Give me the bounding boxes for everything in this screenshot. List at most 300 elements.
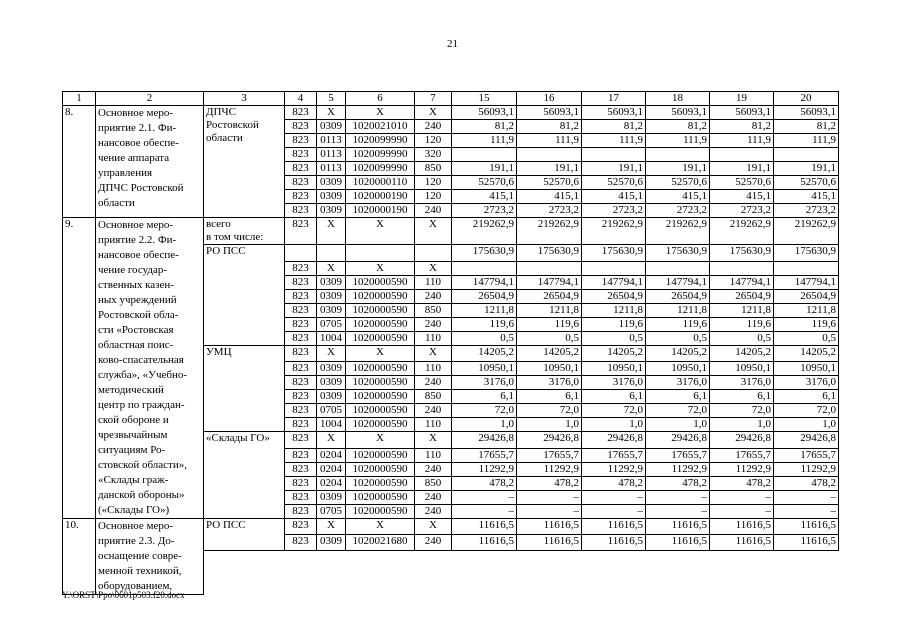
page-number: 21 (447, 38, 458, 50)
table-cell: 81,2 (774, 120, 839, 134)
measure-title-line: ДПЧС Ростовской (98, 182, 184, 194)
table-cell: X (346, 218, 415, 245)
measure-title-line: приятие 2.3. До- (98, 535, 175, 547)
table-cell: 56093,1 (774, 106, 839, 120)
table-cell: 10950,1 (582, 362, 646, 376)
executor-label (204, 245, 285, 346)
table-cell (646, 261, 710, 275)
table-cell: 1,0 (517, 418, 582, 432)
table-cell: 0309 (317, 491, 346, 505)
measure-title-line: менной техникой, (98, 565, 182, 577)
table-cell: 120 (415, 176, 452, 190)
table-cell: 26504,9 (582, 289, 646, 303)
executor-label-line: УМЦ (206, 345, 232, 358)
table-cell: 3176,0 (710, 376, 774, 390)
table-cell: 110 (415, 362, 452, 376)
table-cell: 111,9 (517, 134, 582, 148)
header-row (63, 92, 839, 106)
table-cell: 240 (415, 463, 452, 477)
table-cell: 119,6 (710, 317, 774, 331)
measure-title-line: ственных казен- (98, 279, 174, 291)
table-cell: 823 (285, 134, 317, 148)
table-cell: 29426,8 (517, 432, 582, 449)
table-cell: 850 (415, 477, 452, 491)
table-cell: 0,5 (774, 331, 839, 345)
table-cell: 29426,8 (710, 432, 774, 449)
executor-label (204, 106, 285, 218)
table-cell: X (346, 261, 415, 275)
executor-label-line: Ростовской (206, 119, 259, 131)
executor-label (204, 345, 285, 432)
table-cell: X (415, 218, 452, 245)
table-cell: 1211,8 (710, 303, 774, 317)
table-cell: 11616,5 (774, 534, 839, 550)
table-cell: X (317, 345, 346, 362)
table-cell: X (317, 519, 346, 535)
measure-title-line: Основное меро- (98, 520, 174, 532)
table-cell: 1020000590 (346, 376, 415, 390)
table-cell: 191,1 (774, 162, 839, 176)
table-cell: 823 (285, 204, 317, 218)
table-cell: 2723,2 (582, 204, 646, 218)
table-cell: 11616,5 (710, 519, 774, 535)
table-cell: 0309 (317, 120, 346, 134)
table-cell: 1020099990 (346, 162, 415, 176)
measure-title-line: нансовое обеспе- (98, 249, 179, 261)
table-cell: 111,9 (774, 134, 839, 148)
table-cell: 823 (285, 362, 317, 376)
table-cell: 56093,1 (710, 106, 774, 120)
measure-title-line: оснащение совре- (98, 550, 182, 562)
table-cell: 11292,9 (582, 463, 646, 477)
table-cell: 415,1 (710, 190, 774, 204)
table-cell: 72,0 (582, 404, 646, 418)
table-cell: 11292,9 (774, 463, 839, 477)
table-cell: 823 (285, 376, 317, 390)
table-cell: 1020000190 (346, 190, 415, 204)
table-cell: 1020000590 (346, 404, 415, 418)
table-cell: 0309 (317, 190, 346, 204)
executor-label-line: ДПЧС (206, 106, 236, 118)
table-cell (582, 261, 646, 275)
table-cell: 11292,9 (710, 463, 774, 477)
table-cell: 191,1 (710, 162, 774, 176)
table-cell: 52570,6 (517, 176, 582, 190)
table-cell: 10950,1 (517, 362, 582, 376)
table-cell: X (415, 106, 452, 120)
table-cell: 11616,5 (517, 519, 582, 535)
table-cell: 478,2 (710, 477, 774, 491)
row-number: 9. (63, 218, 96, 519)
table-cell: 823 (285, 449, 317, 463)
budget-table (62, 91, 839, 595)
measure-title-line: управления (98, 167, 153, 179)
table-cell: 175630,9 (517, 245, 582, 262)
table-cell: 1020000590 (346, 303, 415, 317)
table-cell: 823 (285, 120, 317, 134)
table-cell: 823 (285, 275, 317, 289)
table-cell: 17655,7 (646, 449, 710, 463)
table-cell (774, 148, 839, 162)
table-cell: 175630,9 (582, 245, 646, 262)
table-cell: 2723,2 (517, 204, 582, 218)
table-cell: 1,0 (646, 418, 710, 432)
table-cell: 191,1 (452, 162, 517, 176)
table-cell: 1020000590 (346, 491, 415, 505)
table-cell: 823 (285, 463, 317, 477)
table-cell: 1211,8 (646, 303, 710, 317)
table-cell: 1020021680 (346, 534, 415, 550)
table-cell: 11616,5 (452, 534, 517, 550)
table-cell: 823 (285, 176, 317, 190)
measure-title-line: области (98, 197, 135, 209)
table-cell: 11616,5 (646, 534, 710, 550)
table-cell: 415,1 (517, 190, 582, 204)
measure-title-line: чрезвычайным (98, 429, 168, 441)
table-cell: X (317, 432, 346, 449)
table-cell: 823 (285, 390, 317, 404)
table-cell: 6,1 (774, 390, 839, 404)
column-header: 15 (452, 92, 517, 106)
table-cell: 6,1 (452, 390, 517, 404)
measure-title-line: ской обороне и (98, 414, 169, 426)
table-cell: 1020000590 (346, 477, 415, 491)
table-cell: – (517, 505, 582, 519)
table-cell (646, 148, 710, 162)
table-cell (710, 261, 774, 275)
table-row (63, 106, 839, 120)
table-cell: X (346, 106, 415, 120)
row-number: 10. (63, 519, 96, 595)
table-cell: – (774, 505, 839, 519)
table-cell: 11616,5 (452, 519, 517, 535)
table-cell: 0309 (317, 204, 346, 218)
table-cell: 29426,8 (582, 432, 646, 449)
table-cell: 11616,5 (582, 519, 646, 535)
table-cell: 0705 (317, 317, 346, 331)
table-cell: 81,2 (517, 120, 582, 134)
table-cell: 17655,7 (452, 449, 517, 463)
table-cell: 478,2 (582, 477, 646, 491)
table-cell: 111,9 (710, 134, 774, 148)
table-cell: 26504,9 (452, 289, 517, 303)
measure-title-line: ково-спасательная (98, 354, 184, 366)
table-cell: 240 (415, 289, 452, 303)
table-cell (285, 245, 317, 262)
table-cell: 2723,2 (452, 204, 517, 218)
table-cell: 3176,0 (646, 376, 710, 390)
table-cell: 14205,2 (710, 345, 774, 362)
table-cell: 26504,9 (517, 289, 582, 303)
table-cell: 11292,9 (517, 463, 582, 477)
table-cell: 52570,6 (646, 176, 710, 190)
table-row (63, 519, 839, 535)
table-cell: 823 (285, 190, 317, 204)
measure-title-line: областная поис- (98, 339, 174, 351)
table-cell: 219262,9 (452, 218, 517, 245)
table-cell: 240 (415, 317, 452, 331)
table-cell: 1020000590 (346, 289, 415, 303)
table-cell: 320 (415, 148, 452, 162)
measure-title-line: ситуациям Ро- (98, 444, 166, 456)
table-cell: X (415, 519, 452, 535)
table-cell: 1020000590 (346, 505, 415, 519)
table-cell: 119,6 (646, 317, 710, 331)
table-cell: 1020000590 (346, 463, 415, 477)
table-cell: 823 (285, 345, 317, 362)
table-cell: 1211,8 (452, 303, 517, 317)
executor-label (204, 218, 285, 245)
column-header: 20 (774, 92, 839, 106)
table-cell: 0,5 (582, 331, 646, 345)
table-cell: 1020099990 (346, 134, 415, 148)
table-cell: 823 (285, 303, 317, 317)
column-header: 2 (96, 92, 204, 106)
column-header: 6 (346, 92, 415, 106)
table-cell (774, 261, 839, 275)
table-cell: 3176,0 (582, 376, 646, 390)
table-cell: 1211,8 (517, 303, 582, 317)
table-cell: 175630,9 (452, 245, 517, 262)
measure-title-line: чение аппарата (98, 152, 170, 164)
table-cell: 1211,8 (774, 303, 839, 317)
table-cell: 1,0 (710, 418, 774, 432)
table-cell: 1020000190 (346, 204, 415, 218)
measure-title-line: чение государ- (98, 264, 168, 276)
executor-label-line: РО ПСС (206, 245, 246, 257)
table-cell: 26504,9 (710, 289, 774, 303)
table-cell: 52570,6 (774, 176, 839, 190)
table-cell: 72,0 (452, 404, 517, 418)
table-cell: X (415, 261, 452, 275)
table-cell: 0,5 (452, 331, 517, 345)
table-cell: 14205,2 (517, 345, 582, 362)
table-cell: 175630,9 (774, 245, 839, 262)
table-cell: 11292,9 (646, 463, 710, 477)
table-cell: 111,9 (646, 134, 710, 148)
column-header: 4 (285, 92, 317, 106)
table-cell: 0,5 (646, 331, 710, 345)
table-cell: – (710, 505, 774, 519)
table-cell: 415,1 (646, 190, 710, 204)
measure-title-line: Основное меро- (98, 219, 174, 231)
table-cell (452, 261, 517, 275)
table-cell: 120 (415, 134, 452, 148)
table-cell: 240 (415, 376, 452, 390)
table-cell: 119,6 (774, 317, 839, 331)
measure-title-line: Ростовской обла- (98, 309, 179, 321)
measure-title-line: Основное меро- (98, 107, 174, 119)
table-cell: 3176,0 (517, 376, 582, 390)
table-cell: 191,1 (582, 162, 646, 176)
table-cell: 823 (285, 289, 317, 303)
table-cell: 850 (415, 390, 452, 404)
table-cell: 11292,9 (452, 463, 517, 477)
measure-title-line: приятие 2.1. Фи- (98, 122, 177, 134)
measure-title-line: методический (98, 384, 164, 396)
table-cell: 111,9 (452, 134, 517, 148)
measure-title-line: сти «Ростовская (98, 324, 174, 336)
table-cell: 72,0 (646, 404, 710, 418)
table-cell: 0705 (317, 505, 346, 519)
table-cell (452, 148, 517, 162)
table-cell: 0309 (317, 289, 346, 303)
table-cell: 0113 (317, 148, 346, 162)
table-cell: 10950,1 (710, 362, 774, 376)
measure-title-line: приятие 2.2. Фи- (98, 234, 177, 246)
table-cell: 14205,2 (774, 345, 839, 362)
table-cell: 110 (415, 418, 452, 432)
executor-label (204, 432, 285, 519)
table-cell: 17655,7 (774, 449, 839, 463)
table-cell: 2723,2 (710, 204, 774, 218)
table-cell: 52570,6 (582, 176, 646, 190)
table-cell: 1211,8 (582, 303, 646, 317)
table-cell: 0113 (317, 134, 346, 148)
table-cell: X (415, 432, 452, 449)
table-cell: 0309 (317, 303, 346, 317)
table-cell: 81,2 (452, 120, 517, 134)
table-cell: 120 (415, 190, 452, 204)
table-cell: 147794,1 (774, 275, 839, 289)
table-cell: 14205,2 (452, 345, 517, 362)
table-cell: 11616,5 (582, 534, 646, 550)
table-cell: X (415, 345, 452, 362)
executor-label-line: РО ПСС (206, 519, 246, 531)
table-cell: 1020000590 (346, 317, 415, 331)
table-cell: 110 (415, 331, 452, 345)
table-cell: 478,2 (517, 477, 582, 491)
table-cell: 81,2 (710, 120, 774, 134)
table-cell: X (317, 218, 346, 245)
table-cell: 0309 (317, 362, 346, 376)
table-cell (517, 261, 582, 275)
table-cell: 823 (285, 331, 317, 345)
table-cell: 29426,8 (646, 432, 710, 449)
table-cell: 0204 (317, 449, 346, 463)
executor-label-line: «Склады ГО» (206, 432, 270, 445)
table-cell: 0,5 (517, 331, 582, 345)
table-cell: 823 (285, 519, 317, 535)
column-header: 3 (204, 92, 285, 106)
table-cell: 72,0 (774, 404, 839, 418)
table-cell: 1,0 (774, 418, 839, 432)
table-cell: 6,1 (582, 390, 646, 404)
column-header: 18 (646, 92, 710, 106)
table-cell: 147794,1 (710, 275, 774, 289)
table-cell (710, 148, 774, 162)
table-cell: 0309 (317, 275, 346, 289)
table-cell: 56093,1 (646, 106, 710, 120)
table-cell: 823 (285, 317, 317, 331)
table-cell: – (517, 491, 582, 505)
table-cell: 1004 (317, 331, 346, 345)
table-cell: 147794,1 (582, 275, 646, 289)
table-cell (204, 565, 839, 580)
table-cell: 147794,1 (517, 275, 582, 289)
table-cell: 1020000590 (346, 275, 415, 289)
table-cell: – (646, 491, 710, 505)
executor-label-line: в том числе: (206, 231, 264, 243)
table-cell: – (582, 505, 646, 519)
table-cell: 1020000590 (346, 390, 415, 404)
table-cell: 823 (285, 162, 317, 176)
table-cell: 0309 (317, 390, 346, 404)
table-cell: 1020000110 (346, 176, 415, 190)
measure-title (96, 218, 204, 519)
column-header: 19 (710, 92, 774, 106)
table-cell: 10950,1 (452, 362, 517, 376)
table-cell: 56093,1 (452, 106, 517, 120)
measure-title-line: нансовое обеспе- (98, 137, 179, 149)
table-cell: 10950,1 (646, 362, 710, 376)
table-cell: 240 (415, 491, 452, 505)
footer-file-path: Y:\ORST\Ppo\0601p503.f20.docx (62, 590, 185, 600)
table-cell: 0113 (317, 162, 346, 176)
table-cell: 119,6 (582, 317, 646, 331)
measure-title-line: служба», «Учебно- (98, 369, 188, 381)
table-cell: 52570,6 (452, 176, 517, 190)
table-cell: 240 (415, 404, 452, 418)
column-header: 5 (317, 92, 346, 106)
measure-title-line: стовской области», (98, 459, 187, 471)
table-cell: – (452, 491, 517, 505)
measure-title-line: ных учреждений (98, 294, 177, 306)
table-cell: 0309 (317, 176, 346, 190)
measure-title-line: центр по граждан- (98, 399, 185, 411)
table-cell: 823 (285, 432, 317, 449)
table-row (63, 218, 839, 245)
table-cell: 823 (285, 534, 317, 550)
row-number: 8. (63, 106, 96, 218)
table-cell: 1020000590 (346, 362, 415, 376)
table-cell: 17655,7 (582, 449, 646, 463)
table-cell: 11616,5 (517, 534, 582, 550)
table-cell: 1004 (317, 418, 346, 432)
table-cell: 478,2 (774, 477, 839, 491)
table-cell: 111,9 (582, 134, 646, 148)
table-cell: X (346, 432, 415, 449)
measure-title-line: («Склады ГО») (98, 504, 170, 516)
measure-title-line: данской обороны» (98, 489, 185, 501)
table-cell: 415,1 (774, 190, 839, 204)
table-cell: 2723,2 (774, 204, 839, 218)
table-cell: 219262,9 (517, 218, 582, 245)
measure-title (96, 106, 204, 218)
table-cell: X (346, 519, 415, 535)
table-cell: 72,0 (710, 404, 774, 418)
table-cell: 240 (415, 534, 452, 550)
table-cell: 11616,5 (646, 519, 710, 535)
measure-title-line: оборудованием, (98, 580, 173, 592)
table-cell: – (582, 491, 646, 505)
table-cell: 3176,0 (452, 376, 517, 390)
table-cell: 1,0 (582, 418, 646, 432)
table-cell: 1020021010 (346, 120, 415, 134)
table-cell: 14205,2 (582, 345, 646, 362)
table-cell: 823 (285, 404, 317, 418)
table-cell: 3176,0 (774, 376, 839, 390)
table-cell: 175630,9 (710, 245, 774, 262)
table-cell: X (346, 345, 415, 362)
table-cell: 1020099990 (346, 148, 415, 162)
table-cell: X (317, 106, 346, 120)
table-cell: 26504,9 (646, 289, 710, 303)
table-cell: 823 (285, 418, 317, 432)
table-cell: 415,1 (452, 190, 517, 204)
table-cell: 1020000590 (346, 418, 415, 432)
table-cell: 14205,2 (646, 345, 710, 362)
